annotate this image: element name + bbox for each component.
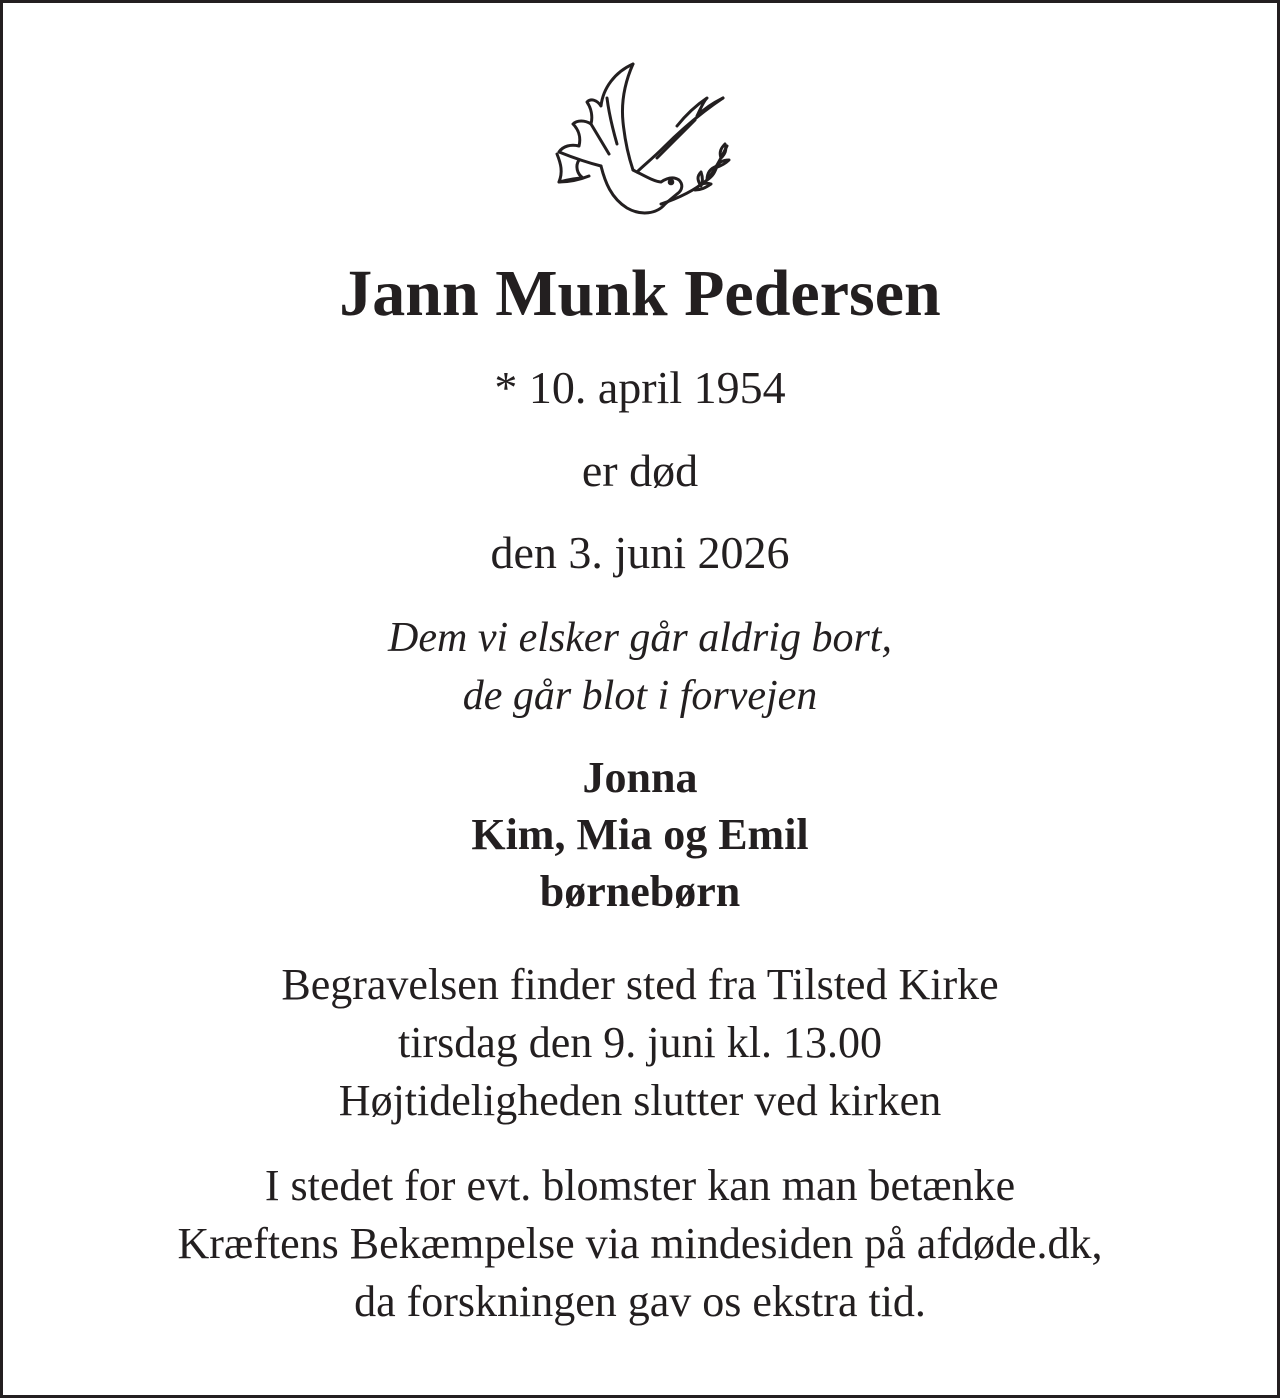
- death-date: den 3. juni 2026: [490, 527, 790, 578]
- death-label: er død: [581, 445, 699, 496]
- donation-info-line: I stedet for evt. blomster kan man betænke: [264, 1161, 1016, 1210]
- deceased-name: Jann Munk Pedersen: [339, 257, 941, 330]
- donation-info-line: Kræftens Bekæmpelse via mindesiden på afdøde.dk,: [177, 1219, 1103, 1268]
- dove-icon: [545, 58, 735, 223]
- quote-line: de går blot i forvejen: [462, 673, 818, 719]
- donation-info-line: da forskningen gav os ekstra tid.: [354, 1277, 926, 1326]
- funeral-info-line: tirsdag den 9. juni kl. 13.00: [398, 1018, 882, 1067]
- funeral-info-line: Begravelsen finder sted fra Tilsted Kirke: [281, 960, 999, 1009]
- quote-line: Dem vi elsker går aldrig bort,: [388, 615, 892, 661]
- family-member-line: Kim, Mia og Emil: [471, 810, 809, 859]
- birth-date: * 10. april 1954: [494, 362, 786, 413]
- family-member-line: Jonna: [582, 753, 698, 802]
- funeral-info-line: Højtideligheden slutter ved kirken: [338, 1076, 942, 1125]
- family-member-line: børnebørn: [539, 867, 741, 916]
